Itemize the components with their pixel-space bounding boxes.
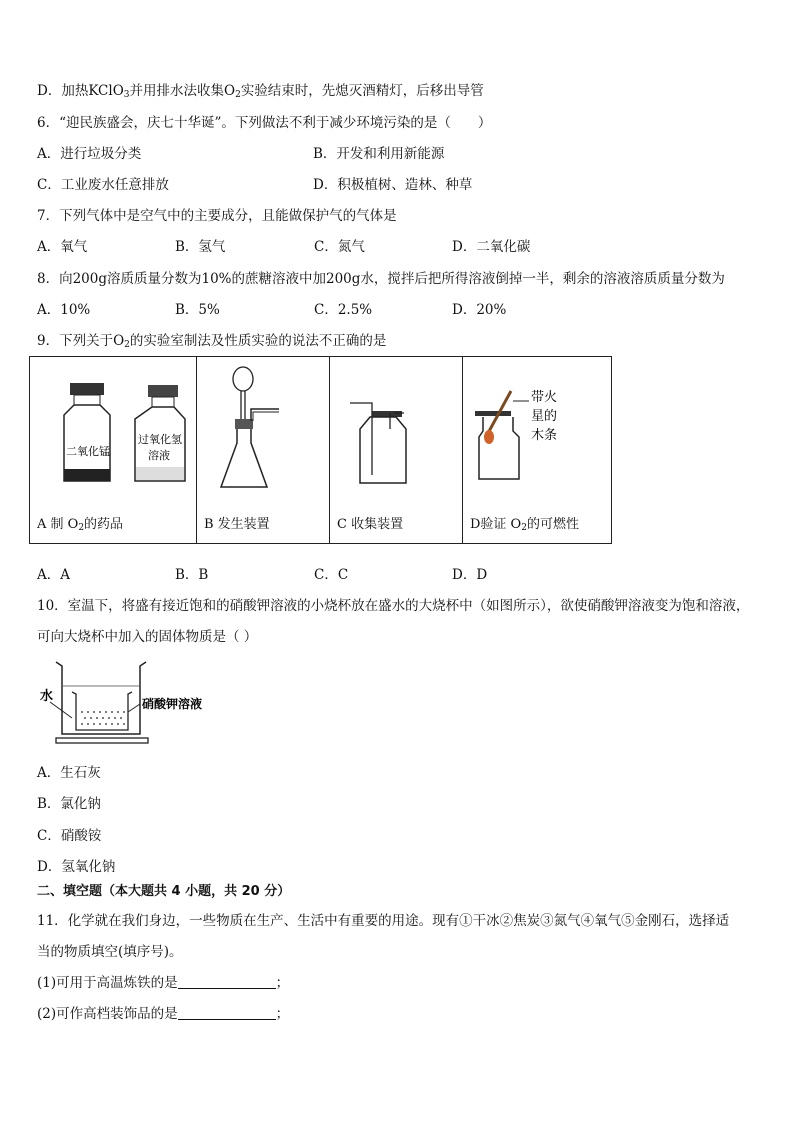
label-h2o2-line1: 过氧化氢 (138, 433, 182, 446)
q9-cell-a (30, 357, 197, 544)
q6-option-d: D．积极植树、造林、种草 (313, 177, 473, 193)
q8-option-d: D．20% (452, 302, 507, 318)
label-kno3: 硝酸钾溶液 (142, 697, 203, 711)
reagent-bottles-image (30, 357, 196, 507)
q9-cell-c (330, 357, 463, 544)
answer-blank-2[interactable] (178, 1005, 276, 1020)
q11-stem-line2: 当的物质填空(填序号)。 (37, 944, 183, 960)
label-water: 水 (40, 689, 54, 704)
q9-option-c: C．C (314, 567, 349, 583)
answer-blank-1[interactable] (178, 974, 276, 989)
q8-option-b: B．5% (175, 302, 220, 318)
q5-option-d: D．加热KClO$_3$并用排水法收集$O_2$实验结束时，先熄灭酒精灯，后移出导管 (37, 83, 484, 100)
q9-option-d: D．D (452, 567, 488, 583)
q8-stem: 8．向200g溶质质量分数为10%的蔗糖溶液中加200g水，搅拌后把所得溶液倒掉一半，剩余的溶液溶质质量分数为 (37, 271, 725, 287)
q7-stem: 7．下列气体中是空气中的主要成分，且能做保护气的气体是 (37, 208, 397, 224)
q6-option-b: B．开发和利用新能源 (313, 146, 445, 162)
q6-option-a: A．进行垃圾分类 (37, 146, 142, 162)
q9-stem: 9．下列关于$O_2$的实验室制法及性质实验的说法不正确的是 (37, 333, 387, 350)
flask-apparatus-image (197, 357, 329, 507)
q6-option-c: C．工业废水任意排放 (37, 177, 169, 193)
q9-caption-d: D验证 $O_2$的可燃性 (470, 517, 579, 533)
q9-caption-a: A 制 $O_2$的药品 (37, 517, 124, 533)
q9-option-a: A．A (37, 567, 70, 583)
q7-option-c: C．氮气 (314, 239, 365, 255)
q7-option-b: B．氢气 (175, 239, 226, 255)
q9-caption-c: C 收集装置 (337, 517, 404, 532)
gas-bottle-image (330, 357, 462, 507)
q9-figure-table (29, 356, 612, 544)
q10-option-a: A．生石灰 (37, 765, 101, 781)
q7-option-d: D．二氧化碳 (452, 239, 531, 255)
label-h2o2-line2: 溶液 (148, 449, 170, 462)
glowing-splint-image (463, 357, 611, 507)
q11-stem-line1: 11．化学就在我们身边，一些物质在生产、生活中有重要的用途。现有①干冰②焦炭③氮气④氧气⑤金刚石，选择适 (37, 913, 730, 929)
q10-option-c: C．硝酸铵 (37, 828, 102, 844)
label-glowing-1: 带火 (531, 390, 558, 405)
q11-sub2: (2)可作高档装饰品的是 ； (37, 1006, 290, 1022)
q8-option-a: A．10% (37, 302, 91, 318)
q9-caption-b: B 发生装置 (204, 517, 270, 532)
label-mno2: 二氧化锰 (66, 445, 110, 458)
beaker-diagram (36, 656, 216, 748)
label-glowing-2: 星的 (531, 409, 558, 424)
q9-cell-d (463, 357, 612, 544)
q11-sub1: (1)可用于高温炼铁的是 ； (37, 975, 290, 991)
q8-option-c: C．2.5% (314, 302, 373, 318)
q10-stem-line2: 可向大烧杯中加入的固体物质是（ ） (37, 629, 258, 645)
section-2-heading: 二、填空题（本大题共 4 小题，共 20 分） (37, 884, 291, 899)
q9-option-b: B．B (175, 567, 209, 583)
label-glowing-3: 木条 (531, 428, 558, 443)
q10-stem-line1: 10．室温下，将盛有接近饱和的硝酸钾溶液的小烧杯放在盛水的大烧杯中（如图所示），欲使硝酸钾溶液变为饱和溶液， (37, 598, 750, 614)
q10-option-d: D．氢氧化钠 (37, 859, 116, 875)
q10-option-b: B．氯化钠 (37, 796, 101, 812)
q6-stem: 6．“迎民族盛会，庆七十华诞”。下列做法不利于减少环境污染的是（ ） (37, 115, 492, 131)
q9-cell-b (197, 357, 330, 544)
q7-option-a: A．氧气 (37, 239, 88, 255)
